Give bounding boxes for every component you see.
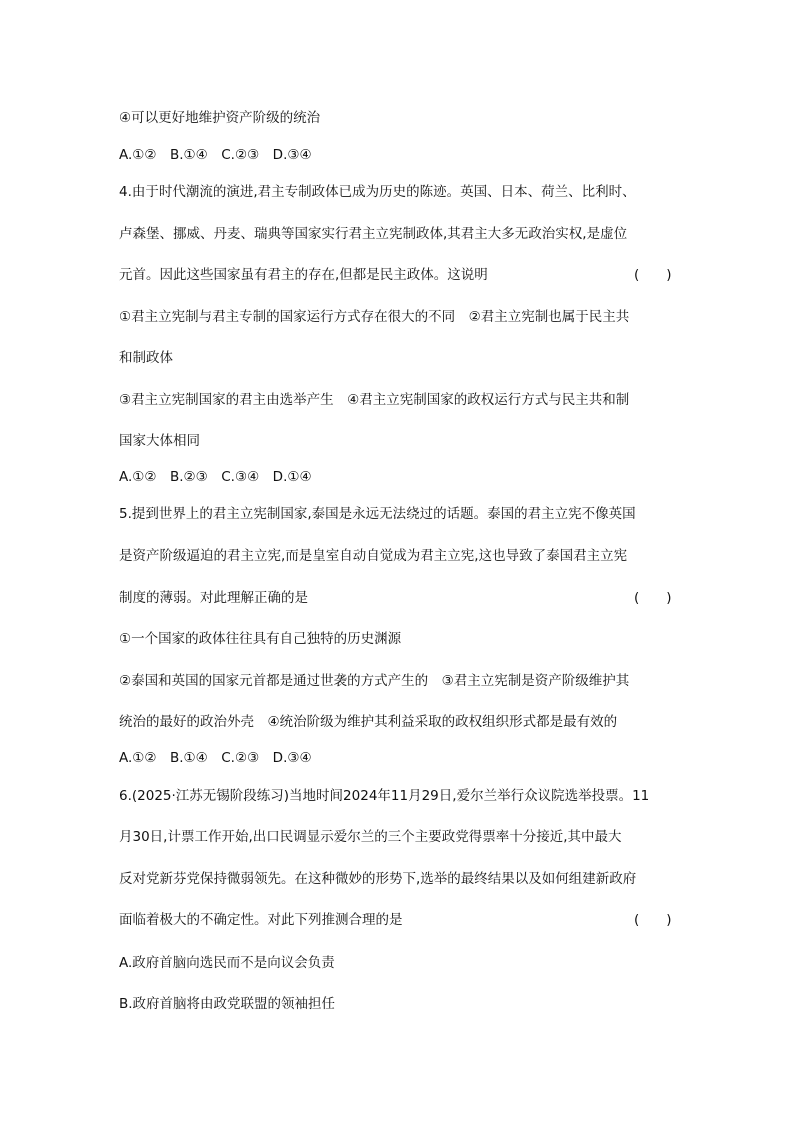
option-4-text: ④可以更好地维护资产阶级的统治 [119, 110, 321, 126]
q5-option-line1: ①一个国家的政体往往具有自己独特的历史渊源 [119, 631, 402, 647]
q4-stem-line3: 元首。因此这些国家虽有君主的存在,但都是民主政体。这说明 [119, 267, 488, 283]
q4-choices: A.①② B.②③ C.③④ D.①④ [119, 469, 312, 485]
q6-option-b: B.政府首脑将由政党联盟的领袖担任 [119, 996, 336, 1012]
q4-option-line1: ①君主立宪制与君主专制的国家运行方式存在很大的不同 ②君主立宪制也属于民主共 [119, 309, 630, 325]
q4-option-line4: 国家大体相同 [119, 433, 200, 449]
q5-option-line2: ②泰国和英国的国家元首都是通过世袭的方式产生的 ③君主立宪制是资产阶级维护其 [119, 673, 630, 689]
q5-option-line3: 统治的最好的政治外壳 ④统治阶级为维护其利益采取的政权组织形式都是最有效的 [119, 714, 618, 730]
q5-stem-line3: 制度的薄弱。对此理解正确的是 [119, 590, 308, 606]
q4-stem-line2: 卢森堡、挪威、丹麦、瑞典等国家实行君主立宪制政体,其君主大多无政治实权,是虚位 [119, 226, 628, 242]
q4-stem-line1: 4.由于时代潮流的演进,君主专制政体已成为历史的陈迹。英国、日本、荷兰、比利时、 [119, 184, 636, 200]
q4-option-line2: 和制政体 [119, 350, 173, 366]
q6-answer-bracket: ( ) [634, 912, 672, 928]
q6-stem-line1: 6.(2025·江苏无锡阶段练习)当地时间2024年11月29日,爱尔兰举行众议院选举投票。11 [119, 788, 650, 804]
q5-stem-line2: 是资产阶级逼迫的君主立宪,而是皇室自动自觉成为君主立宪,这也导致了泰国君主立宪 [119, 548, 628, 564]
q6-option-a: A.政府首脑向选民而不是向议会负责 [119, 955, 335, 971]
q6-stem-line4: 面临着极大的不确定性。对此下列推测合理的是 [119, 912, 403, 928]
q5-answer-bracket: ( ) [634, 590, 672, 606]
q5-stem-line1: 5.提到世界上的君主立宪制国家,泰国是永远无法绕过的话题。泰国的君主立宪不像英国 [119, 506, 636, 522]
q3-choices: A.①② B.①④ C.②③ D.③④ [119, 147, 312, 163]
q6-stem-line2: 月30日,计票工作开始,出口民调显示爱尔兰的三个主要政党得票率十分接近,其中最大 [119, 829, 622, 845]
q5-choices: A.①② B.①④ C.②③ D.③④ [119, 750, 312, 766]
q4-option-line3: ③君主立宪制国家的君主由选举产生 ④君主立宪制国家的政权运行方式与民主共和制 [119, 392, 630, 408]
q4-answer-bracket: ( ) [634, 267, 672, 283]
q6-stem-line3: 反对党新芬党保持微弱领先。在这种微妙的形势下,选举的最终结果以及如何组建新政府 [119, 871, 637, 887]
